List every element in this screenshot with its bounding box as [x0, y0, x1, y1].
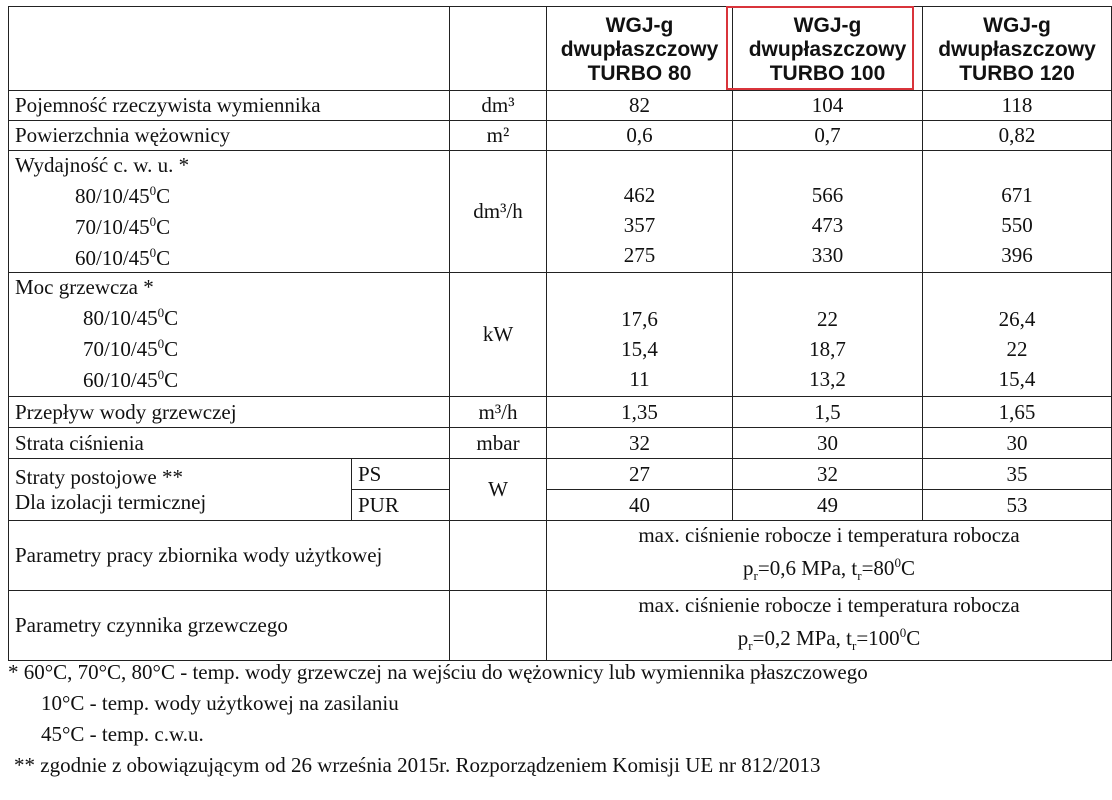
temperature-item: $80/10/45^0C$	[83, 305, 179, 330]
row-label: Powierzchnia wężownicy	[9, 121, 450, 151]
merged-value-cell: max. ciśnienie robocze i temperatura robocza $p_r=0,2$ MPa, $t_r=100^0C$	[547, 591, 1112, 661]
value-cell: 0,7	[733, 121, 923, 151]
row-label-block	[9, 459, 352, 521]
value-cell: 17,6 15,4 11	[547, 273, 733, 397]
insulation-type-pur: PUR	[352, 490, 450, 521]
row-unit: dm³	[450, 91, 547, 121]
row-pressure-loss	[9, 428, 1112, 459]
row-label: Strata ciśnienia	[9, 428, 450, 459]
row-unit-empty	[450, 521, 547, 591]
value-cell: 32	[547, 428, 733, 459]
value-cell: 40	[547, 490, 733, 521]
temperature-item: $60/10/45^0C$	[83, 367, 179, 392]
row-unit: m²	[450, 121, 547, 151]
row-unit: m³/h	[450, 397, 547, 428]
row-coil-area	[9, 121, 1112, 151]
value-cell: 1,5	[733, 397, 923, 428]
value-cell: 53	[923, 490, 1112, 521]
value-cell: 30	[733, 428, 923, 459]
row-label: Moc grzewcza *	[15, 275, 154, 299]
value-cell: 671 550 396	[923, 151, 1112, 273]
footnote-1b: 10°C - temp. wody użytkowej na zasilaniu	[41, 691, 399, 715]
value-cell: 566 473 330	[733, 151, 923, 273]
temperature-item: $60/10/45^0C$	[75, 245, 171, 270]
value-cell: 26,4 22 15,4	[923, 273, 1112, 397]
footnote-1c: 45°C - temp. c.w.u.	[41, 722, 204, 746]
row-label: Straty postojowe **	[15, 464, 183, 489]
value-cell: 118	[923, 91, 1112, 121]
value-cell: 30	[923, 428, 1112, 459]
row-heating-medium-params	[9, 591, 1112, 661]
value-cell: 0,6	[547, 121, 733, 151]
spec-table	[8, 6, 1112, 661]
value-cell: 0,82	[923, 121, 1112, 151]
header-row	[9, 7, 1112, 91]
header-model-turbo-80: WGJ-g dwupłaszczowy TURBO 80	[547, 7, 733, 91]
footnote-2: ** zgodnie z obowiązującym od 26 września 2015r. Rozporządzeniem Komisji UE nr 812/2013	[14, 753, 821, 777]
row-unit-empty	[450, 591, 547, 661]
row-label-block	[9, 273, 450, 397]
row-unit: W	[450, 459, 547, 521]
temperature-item: $80/10/45^0C$	[75, 183, 171, 208]
value-cell: 27	[547, 459, 733, 490]
temperature-item: $70/10/45^0C$	[83, 336, 179, 361]
row-unit: mbar	[450, 428, 547, 459]
value-cell: 22 18,7 13,2	[733, 273, 923, 397]
row-label: Parametry pracy zbiornika wody użytkowej	[9, 521, 450, 591]
header-model-turbo-100: WGJ-g dwupłaszczowy TURBO 100	[733, 7, 923, 91]
value-cell: 35	[923, 459, 1112, 490]
header-empty-cell	[9, 7, 450, 91]
row-label: Przepływ wody grzewczej	[9, 397, 450, 428]
pressure-temperature-values: $p_r=0,2$ MPa, $t_r=100^0C$	[737, 625, 921, 654]
footnotes	[8, 657, 868, 781]
header-model-turbo-120: WGJ-g dwupłaszczowy TURBO 120	[923, 7, 1112, 91]
row-heating-power	[9, 273, 1112, 397]
header-empty-unit-cell	[450, 7, 547, 91]
footnote-1: * 60°C, 70°C, 80°C - temp. wody grzewczej na wejściu do wężownicy lub wymiennika płaszczowego	[8, 660, 868, 684]
pressure-temperature-values: $p_r=0,6$ MPa, $t_r=80^0C$	[743, 555, 915, 584]
value-cell: 1,35	[547, 397, 733, 428]
temperature-item: $70/10/45^0C$	[75, 214, 171, 239]
insulation-type-ps: PS	[352, 459, 450, 490]
row-unit: kW	[450, 273, 547, 397]
temperature-list	[15, 300, 449, 393]
row-dhw-output	[9, 151, 1112, 273]
row-label: Pojemność rzeczywista wymiennika	[9, 91, 450, 121]
value-cell: 1,65	[923, 397, 1112, 428]
row-flow	[9, 397, 1112, 428]
value-cell: 462 357 275	[547, 151, 733, 273]
value-cell: 82	[547, 91, 733, 121]
temperature-list	[15, 178, 449, 271]
row-dhw-tank-params	[9, 521, 1112, 591]
row-label: Wydajność c. w. u. *	[15, 153, 190, 177]
row-unit: dm³/h	[450, 151, 547, 273]
merged-value-cell: max. ciśnienie robocze i temperatura robocza $p_r=0,6$ MPa, $t_r=80^0C$	[547, 521, 1112, 591]
row-standby-loss-ps	[9, 459, 1112, 490]
value-cell: 49	[733, 490, 923, 521]
value-cell: 104	[733, 91, 923, 121]
row-capacity	[9, 91, 1112, 121]
value-cell: 32	[733, 459, 923, 490]
row-label-block	[9, 151, 450, 273]
row-label: Parametry czynnika grzewczego	[9, 591, 450, 661]
row-sublabel: Dla izolacji termicznej	[15, 489, 207, 514]
